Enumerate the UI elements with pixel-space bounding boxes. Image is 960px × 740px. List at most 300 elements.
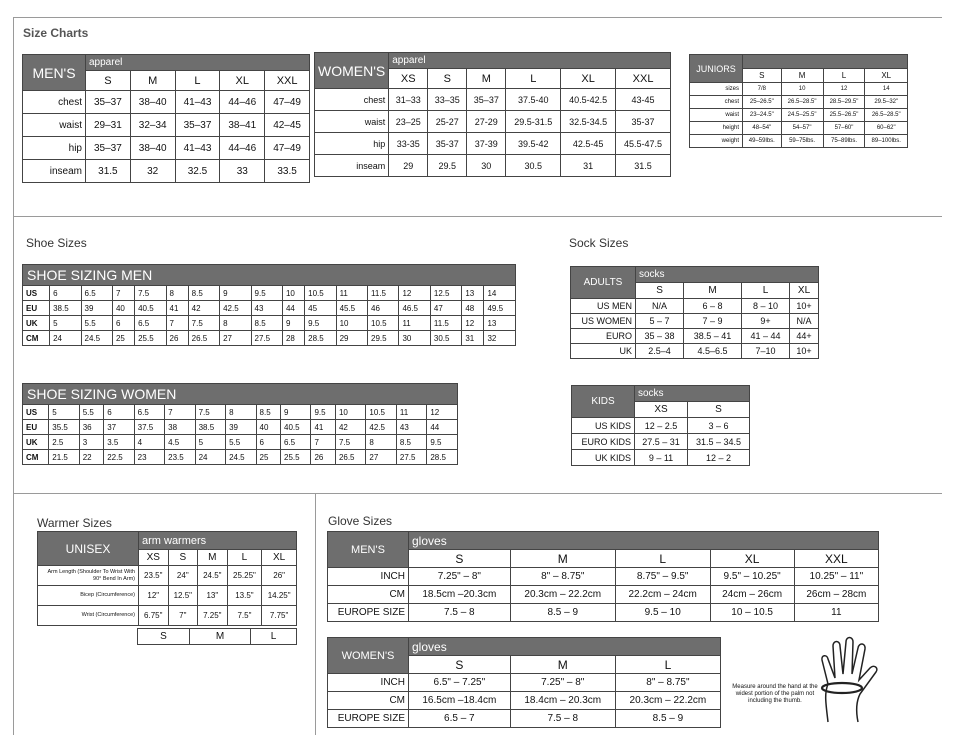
table-row (23, 160, 310, 183)
value-cell: 46.5 (399, 301, 430, 316)
value-cell: 21.5 (49, 450, 79, 465)
value-cell: 5.5 (81, 316, 112, 331)
value-cell: 35-37 (616, 111, 671, 133)
value-cell: 12 (399, 286, 430, 301)
table-row (571, 299, 819, 314)
value-cell: 10 (335, 405, 365, 420)
row-label: inseam (315, 155, 389, 177)
value-cell: 45.5 (336, 301, 367, 316)
value-cell: 8.5 (188, 286, 219, 301)
value-cell: 16.5cm –18.4cm (409, 692, 511, 710)
value-cell: 7.5 (335, 435, 365, 450)
value-cell: 29.5-31.5 (506, 111, 561, 133)
value-cell: 7.5 (135, 286, 166, 301)
row-label: US KIDS (572, 418, 635, 434)
size-cell: M (198, 550, 228, 566)
row-label: EUROPE SIZE (328, 710, 409, 728)
value-cell: 33.5 (265, 160, 310, 183)
value-cell: 40 (256, 420, 280, 435)
value-cell: 35–37 (467, 89, 506, 111)
value-cell: 20.3cm – 22.2cm (510, 586, 615, 604)
value-cell: 60–62" (865, 122, 908, 135)
row-label: US MEN (571, 299, 636, 314)
value-cell: 22.2cm – 24cm (615, 586, 710, 604)
juniors-rows (690, 83, 908, 148)
value-cell: 44 (427, 420, 458, 435)
value-cell: 36 (79, 420, 103, 435)
size-cell: M (510, 656, 615, 674)
value-cell: 6 (112, 316, 134, 331)
row-label: EU (23, 301, 50, 316)
section-divider-1 (13, 216, 942, 217)
value-cell: 20.3cm – 22.2cm (615, 692, 720, 710)
left-rule (13, 17, 14, 735)
size-cell: S (428, 69, 467, 89)
shoe-men-rows (23, 286, 516, 346)
value-cell: 12 (823, 83, 865, 96)
value-cell: 9.5 (251, 286, 282, 301)
row-label: Bicep (Circumference) (38, 586, 139, 606)
row-label: sizes (690, 83, 743, 96)
row-label: waist (690, 109, 743, 122)
table-row (328, 604, 879, 622)
value-cell: 24.5" (198, 566, 228, 586)
value-cell: 8 (166, 286, 188, 301)
row-label: EURO (571, 329, 636, 344)
size-cell: L (227, 550, 262, 566)
value-cell: N/A (790, 314, 819, 329)
value-cell: 13.5" (227, 586, 262, 606)
value-cell: 7.25" – 8" (409, 568, 511, 586)
value-cell: 23–25 (389, 111, 428, 133)
men-apparel-table (22, 54, 310, 183)
size-cell: S (743, 69, 782, 83)
value-cell: 12" (139, 586, 169, 606)
value-cell: 29 (389, 155, 428, 177)
value-cell: 25.25" (227, 566, 262, 586)
value-cell: 40.5-42.5 (561, 89, 616, 111)
value-cell: 6.5 (135, 316, 166, 331)
value-cell: 12.5 (430, 286, 461, 301)
value-cell: 44–46 (220, 91, 265, 114)
value-cell: 6.5" – 7.25" (409, 674, 511, 692)
value-cell: 33 (220, 160, 265, 183)
table-row (690, 96, 908, 109)
value-cell: 7.5 – 8 (510, 710, 615, 728)
value-cell: 27 (366, 450, 396, 465)
value-cell: 46 (368, 301, 399, 316)
value-cell: 4 (134, 435, 164, 450)
value-cell: 9+ (741, 314, 789, 329)
value-cell: 38.5 (50, 301, 81, 316)
size-cell: S (86, 71, 131, 91)
value-cell: 27.5 (251, 331, 282, 346)
warmer-group: arm warmers (139, 532, 297, 550)
size-cell: XS (635, 402, 688, 418)
warmer-rows (38, 566, 297, 626)
value-cell: 13 (484, 316, 516, 331)
value-cell: 44 (282, 301, 304, 316)
women-apparel-label: WOMEN'S (315, 53, 389, 89)
value-cell: 10.5 (305, 286, 336, 301)
value-cell: 8 (366, 435, 396, 450)
value-cell: 29.5–32" (865, 96, 908, 109)
row-label: US (23, 286, 50, 301)
row-label: CM (23, 450, 49, 465)
value-cell: 27.5 (396, 450, 426, 465)
value-cell: 11 (396, 405, 426, 420)
value-cell: 75–89lbs. (823, 135, 865, 148)
value-cell: 7.25" – 8" (510, 674, 615, 692)
row-label: chest (690, 96, 743, 109)
juniors-table (689, 54, 908, 148)
size-cell: XS (389, 69, 428, 89)
women-apparel-group: apparel (389, 53, 671, 69)
shoe-men-table (22, 264, 516, 346)
value-cell: 31.5 (616, 155, 671, 177)
value-cell: 25-27 (428, 111, 467, 133)
value-cell: 42.5 (220, 301, 251, 316)
size-cell: M (684, 283, 742, 299)
value-cell: 47–49 (265, 137, 310, 160)
value-cell: 29–31 (86, 114, 131, 137)
value-cell: 14 (484, 286, 516, 301)
warmer-footer-cell: S (138, 629, 190, 645)
value-cell: 12 – 2 (688, 450, 750, 466)
row-label: weight (690, 135, 743, 148)
value-cell: 7.75" (262, 606, 297, 626)
value-cell: 14.25" (262, 586, 297, 606)
value-cell: 38–41 (220, 114, 265, 137)
row-label: EUROPE SIZE (328, 604, 409, 622)
value-cell: 32.5 (175, 160, 220, 183)
row-label: EURO KIDS (572, 434, 635, 450)
value-cell: 39 (226, 420, 256, 435)
value-cell: 35-37 (428, 133, 467, 155)
size-cell: L (506, 69, 561, 89)
row-label: EU (23, 420, 49, 435)
value-cell: 25.5–26.5" (823, 109, 865, 122)
value-cell: 38.5 (195, 420, 225, 435)
value-cell: 59–75lbs. (781, 135, 823, 148)
row-label: INCH (328, 568, 409, 586)
size-cell: L (741, 283, 789, 299)
table-row (23, 114, 310, 137)
value-cell: 28.5–29.5" (823, 96, 865, 109)
glove-men-group: gloves (409, 532, 879, 550)
value-cell: 8" – 8.75" (615, 674, 720, 692)
value-cell: 10 – 10.5 (710, 604, 794, 622)
table-row (571, 329, 819, 344)
value-cell: 24.5 (226, 450, 256, 465)
warmer-section-title: Warmer Sizes (37, 516, 112, 530)
value-cell: 7 (311, 435, 335, 450)
row-label: height (690, 122, 743, 135)
value-cell: 10.5 (366, 405, 396, 420)
glove-women-label: WOMEN'S (328, 638, 409, 674)
value-cell: 9.5 (305, 316, 336, 331)
size-cell: S (409, 656, 511, 674)
value-cell: 26.5–28.5" (865, 109, 908, 122)
table-row (572, 450, 750, 466)
value-cell: 9.5 (311, 405, 335, 420)
value-cell: 26.5 (188, 331, 219, 346)
value-cell: 31 (561, 155, 616, 177)
size-cell: S (168, 550, 198, 566)
table-row (23, 405, 458, 420)
table-row (38, 586, 297, 606)
table-row (315, 89, 671, 111)
sock-kids-table (571, 385, 750, 466)
row-label: UK KIDS (572, 450, 635, 466)
value-cell: 9 – 11 (635, 450, 688, 466)
size-cell: L (615, 550, 710, 568)
value-cell: 2.5–4 (636, 344, 684, 359)
value-cell: 13" (198, 586, 228, 606)
row-label: waist (23, 114, 86, 137)
glove-men-rows (328, 568, 879, 622)
value-cell: 11.5 (368, 286, 399, 301)
value-cell: 25 (112, 331, 134, 346)
value-cell: 12 – 2.5 (635, 418, 688, 434)
table-row (23, 316, 516, 331)
value-cell: 30 (467, 155, 506, 177)
value-cell: 28 (282, 331, 304, 346)
value-cell: 24.5–25.5" (781, 109, 823, 122)
value-cell: 57–60" (823, 122, 865, 135)
size-cell: XL (865, 69, 908, 83)
table-row (23, 435, 458, 450)
value-cell: 25–26.5" (743, 96, 782, 109)
value-cell: 37 (104, 420, 134, 435)
hand-measure-icon (806, 634, 896, 726)
value-cell: 9 (282, 316, 304, 331)
value-cell: 7.5 (188, 316, 219, 331)
value-cell: 29.5 (428, 155, 467, 177)
value-cell: 24" (168, 566, 198, 586)
value-cell: 3.5 (104, 435, 134, 450)
value-cell: 33-35 (389, 133, 428, 155)
row-label: hip (315, 133, 389, 155)
men-apparel-rows (23, 91, 310, 183)
value-cell: 24cm – 26cm (710, 586, 794, 604)
value-cell: 10.25" – 11" (794, 568, 878, 586)
value-cell: 12.5" (168, 586, 198, 606)
vertical-divider (315, 493, 316, 735)
table-row (328, 710, 721, 728)
table-row (690, 109, 908, 122)
value-cell: 24 (50, 331, 81, 346)
value-cell: 8" – 8.75" (510, 568, 615, 586)
shoe-women-table (22, 383, 458, 465)
value-cell: 39 (81, 301, 112, 316)
value-cell: 44+ (790, 329, 819, 344)
value-cell: 6 (256, 435, 280, 450)
glove-section-title: Glove Sizes (328, 514, 393, 528)
value-cell: 30.5 (506, 155, 561, 177)
value-cell: 37.5 (134, 420, 164, 435)
value-cell: 31.5 – 34.5 (688, 434, 750, 450)
sock-kids-label: KIDS (572, 386, 635, 418)
sock-adults-table (570, 266, 819, 359)
row-label: UK (23, 435, 49, 450)
men-apparel-group: apparel (86, 55, 310, 71)
row-label: CM (328, 586, 409, 604)
value-cell: 26cm – 28cm (794, 586, 878, 604)
table-row (572, 434, 750, 450)
value-cell: 41–43 (175, 137, 220, 160)
size-cell: S (636, 283, 684, 299)
table-row (38, 566, 297, 586)
row-label: hip (23, 137, 86, 160)
value-cell: N/A (636, 299, 684, 314)
warmer-table (37, 531, 297, 626)
value-cell: 18.4cm – 20.3cm (510, 692, 615, 710)
value-cell: 47–49 (265, 91, 310, 114)
value-cell: 12 (427, 405, 458, 420)
value-cell: 23.5 (165, 450, 195, 465)
table-row (328, 568, 879, 586)
value-cell: 30 (399, 331, 430, 346)
warmer-label: UNISEX (38, 532, 139, 566)
table-row (315, 133, 671, 155)
table-row (572, 418, 750, 434)
juniors-label: JUNIORS (690, 55, 743, 83)
value-cell: 9.5" – 10.25" (710, 568, 794, 586)
value-cell: 38.5 – 41 (684, 329, 742, 344)
value-cell: 6 (104, 405, 134, 420)
size-cell: M (467, 69, 506, 89)
value-cell: 7–10 (741, 344, 789, 359)
value-cell: 25.5 (281, 450, 311, 465)
value-cell: 40.5 (135, 301, 166, 316)
value-cell: 39.5-42 (506, 133, 561, 155)
table-row (571, 344, 819, 359)
value-cell: 22 (79, 450, 103, 465)
sock-section-title: Sock Sizes (569, 236, 629, 250)
size-cell: L (823, 69, 865, 83)
value-cell: 35.5 (49, 420, 79, 435)
value-cell: 7 (112, 286, 134, 301)
value-cell: 7.25" (198, 606, 228, 626)
table-row (23, 450, 458, 465)
value-cell: 27-29 (467, 111, 506, 133)
value-cell: 11.5 (430, 316, 461, 331)
value-cell: 26.5–28.5" (781, 96, 823, 109)
value-cell: 31 (462, 331, 484, 346)
value-cell: 8 (226, 405, 256, 420)
value-cell: 11 (794, 604, 878, 622)
value-cell: 31–33 (389, 89, 428, 111)
row-label: UK (23, 316, 50, 331)
value-cell: 29.5 (368, 331, 399, 346)
value-cell: 8.75" – 9.5" (615, 568, 710, 586)
value-cell: 5.5 (79, 405, 103, 420)
row-label: CM (328, 692, 409, 710)
warmer-footer-cell: M (190, 629, 251, 645)
size-cell: L (615, 656, 720, 674)
size-cell: M (130, 71, 175, 91)
row-label: Arm Length (Shoulder To Wrist With 90° Bend In Arm) (38, 566, 139, 586)
value-cell: 10+ (790, 299, 819, 314)
value-cell: 41 (166, 301, 188, 316)
warmer-footer-cell: L (251, 629, 297, 645)
men-apparel-label: MEN'S (23, 55, 86, 91)
value-cell: 11 (399, 316, 430, 331)
value-cell: 5 (50, 316, 81, 331)
value-cell: 8.5 – 9 (615, 710, 720, 728)
section-divider-2 (13, 493, 942, 494)
glove-women-group: gloves (409, 638, 721, 656)
value-cell: 28.5 (427, 450, 458, 465)
shoe-women-rows (23, 405, 458, 465)
value-cell: 10.5 (368, 316, 399, 331)
value-cell: 33–35 (428, 89, 467, 111)
value-cell: 5 (49, 405, 79, 420)
sock-adults-label: ADULTS (571, 267, 636, 299)
value-cell: 25.5 (135, 331, 166, 346)
value-cell: 8.5 (256, 405, 280, 420)
value-cell: 31.5 (86, 160, 131, 183)
value-cell: 38 (165, 420, 195, 435)
value-cell: 10 (336, 316, 367, 331)
row-label: US (23, 405, 49, 420)
value-cell: 32 (484, 331, 516, 346)
size-cell: S (688, 402, 750, 418)
value-cell: 25 (256, 450, 280, 465)
value-cell: 37.5-40 (506, 89, 561, 111)
value-cell: 38–40 (130, 91, 175, 114)
size-cell: XL (710, 550, 794, 568)
table-row (328, 692, 721, 710)
size-cell: XL (220, 71, 265, 91)
value-cell: 43 (251, 301, 282, 316)
shoe-men-title: SHOE SIZING MEN (23, 265, 516, 286)
value-cell: 11 (336, 286, 367, 301)
value-cell: 4.5–6.5 (684, 344, 742, 359)
value-cell: 38–40 (130, 137, 175, 160)
row-label: chest (315, 89, 389, 111)
value-cell: 7.5 – 8 (409, 604, 511, 622)
size-cell: M (781, 69, 823, 83)
value-cell: 35–37 (86, 91, 131, 114)
women-apparel-table (314, 52, 671, 177)
value-cell: 48–54" (743, 122, 782, 135)
value-cell: 6 (50, 286, 81, 301)
value-cell: 3 (79, 435, 103, 450)
table-row (23, 286, 516, 301)
value-cell: 47 (430, 301, 461, 316)
value-cell: 24.5 (81, 331, 112, 346)
value-cell: 5 – 7 (636, 314, 684, 329)
table-row (315, 155, 671, 177)
value-cell: 42 (188, 301, 219, 316)
value-cell: 10+ (790, 344, 819, 359)
shoe-section-title: Shoe Sizes (26, 236, 87, 250)
size-cell: XXL (265, 71, 310, 91)
table-row (23, 331, 516, 346)
value-cell: 8.5 (396, 435, 426, 450)
size-cell: XL (262, 550, 297, 566)
table-row (38, 606, 297, 626)
size-cell: S (409, 550, 511, 568)
value-cell: 29 (336, 331, 367, 346)
value-cell: 6.5 (81, 286, 112, 301)
table-row (23, 301, 516, 316)
value-cell: 42 (335, 420, 365, 435)
value-cell: 7.5 (195, 405, 225, 420)
measure-note: Measure around the hand at the widest portion of the palm not including the thumb. (732, 684, 818, 704)
